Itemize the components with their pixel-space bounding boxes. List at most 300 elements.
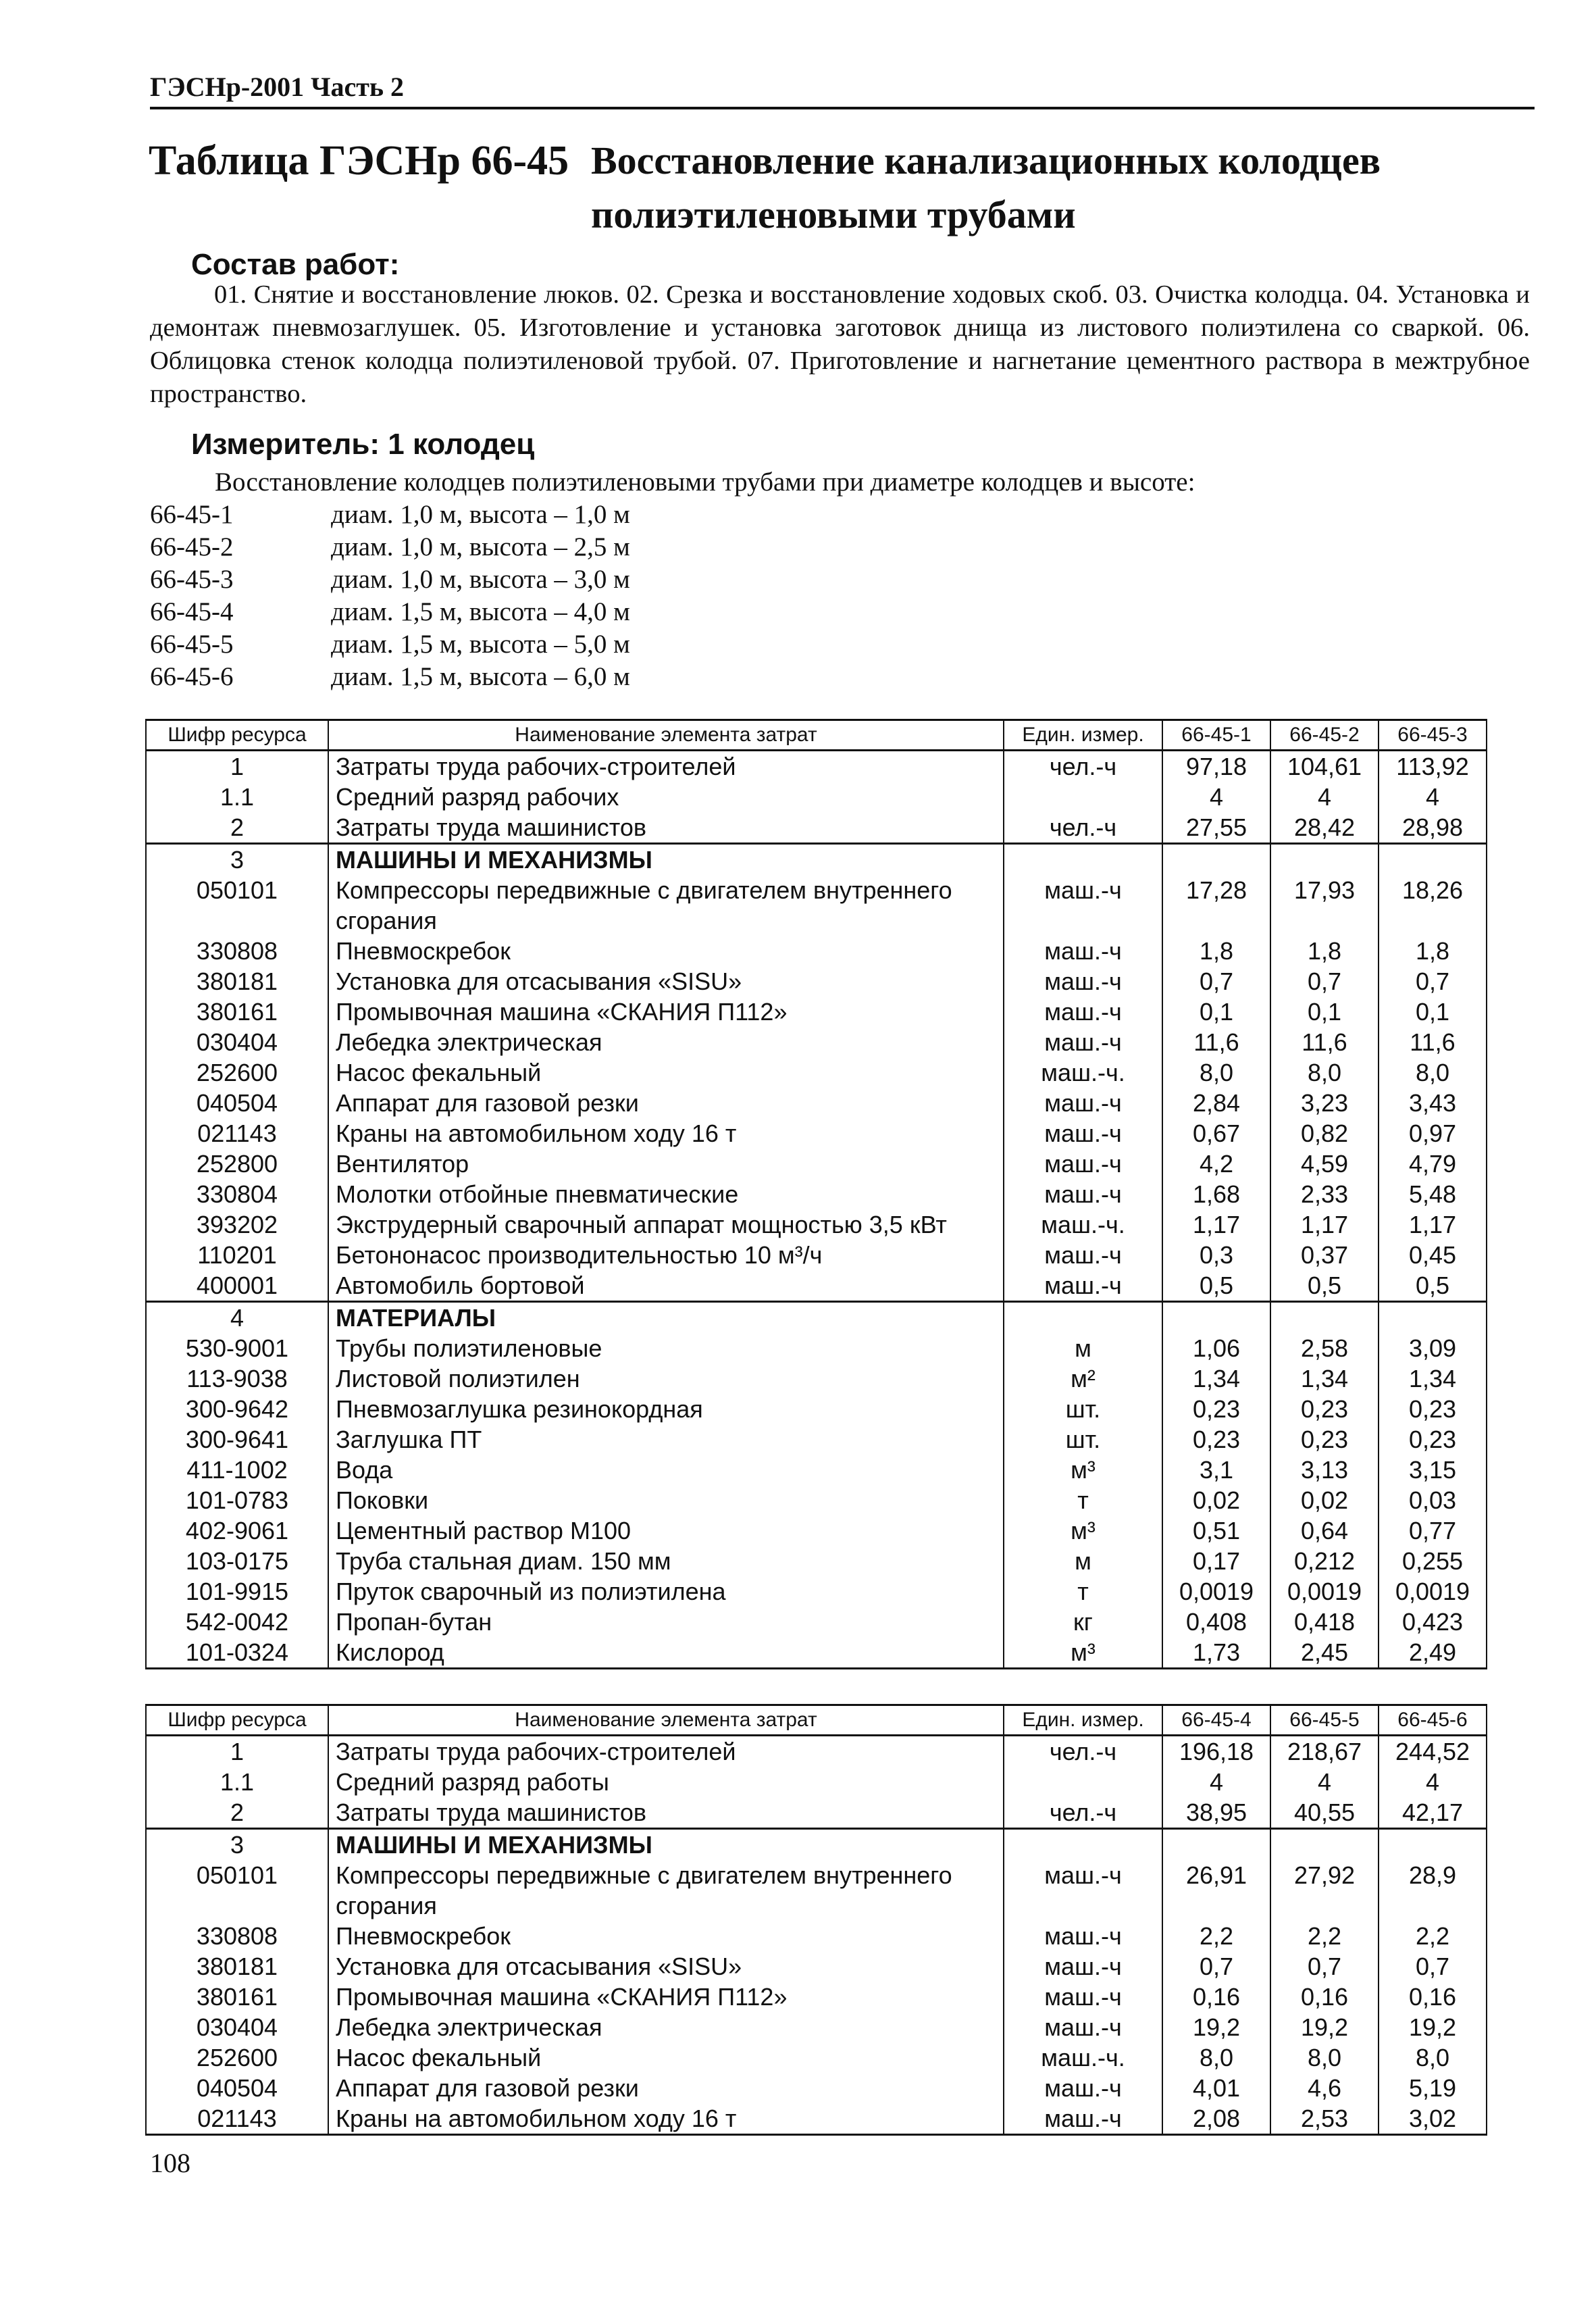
cell-name: МАШИНЫ И МЕХАНИЗМЫ [328,1829,1004,1861]
column-header: 66-45-2 [1270,720,1379,751]
cell-value: 2,53 [1270,2103,1379,2135]
cell-value: 0,64 [1270,1515,1379,1546]
cell-value: 3,43 [1379,1088,1487,1118]
cell-code: 542-0042 [146,1607,328,1637]
cell-code: 101-9915 [146,1576,328,1607]
cell-value: 42,17 [1379,1797,1487,1829]
table-row [146,1607,1487,1637]
table-row [146,812,1487,844]
cell-unit: маш.-ч [1004,997,1162,1027]
table-row [146,1515,1487,1546]
cell-value: 5,19 [1379,2073,1487,2103]
cell-value: 104,61 [1270,751,1379,782]
cell-code: 530-9001 [146,1333,328,1363]
cell-code: 380161 [146,997,328,1027]
cell-unit: т [1004,1485,1162,1515]
table-row [146,875,1487,936]
variant-desc: диам. 1,0 м, высота – 3,0 м [331,565,630,594]
cell-unit: маш.-ч [1004,1270,1162,1302]
cell-value: 0,7 [1270,1951,1379,1982]
cell-value: 27,92 [1270,1860,1379,1921]
variant-desc: диам. 1,5 м, высота – 5,0 м [331,630,630,659]
cell-code: 040504 [146,1088,328,1118]
cell-value [1379,1302,1487,1334]
cell-value: 28,42 [1270,812,1379,844]
cell-name: Затраты труда машинистов [328,812,1004,844]
cell-value [1270,844,1379,876]
cell-unit: т [1004,1576,1162,1607]
cell-code: 300-9641 [146,1424,328,1455]
column-header: Един. измер. [1004,1705,1162,1736]
cell-name: Затраты труда рабочих-строителей [328,751,1004,782]
cell-name: Пневмоскребок [328,1921,1004,1951]
table-row [146,2073,1487,2103]
measure-heading: Измеритель: 1 колодец [191,428,535,461]
cell-code: 330808 [146,936,328,966]
cell-code: 300-9642 [146,1394,328,1424]
cell-name: Краны на автомобильном ходу 16 т [328,1118,1004,1149]
table-row [146,1546,1487,1576]
cell-unit [1004,1302,1162,1334]
cell-value: 113,92 [1379,751,1487,782]
cell-value: 218,67 [1270,1736,1379,1767]
cell-value: 8,0 [1162,2042,1270,2073]
cell-code: 380181 [146,1951,328,1982]
cell-value: 0,7 [1379,1951,1487,1982]
cell-code: 3 [146,1829,328,1861]
cell-code: 3 [146,844,328,876]
cell-name: Кислород [328,1637,1004,1669]
cell-value [1379,1829,1487,1861]
cell-name: Цементный раствор М100 [328,1515,1004,1546]
cell-name: Листовой полиэтилен [328,1363,1004,1394]
cell-name: МАТЕРИАЛЫ [328,1302,1004,1334]
cell-value: 19,2 [1270,2012,1379,2042]
composition-heading: Состав работ: [191,248,400,281]
variant-desc: диам. 1,5 м, высота – 6,0 м [331,662,630,691]
cell-name: Аппарат для газовой резки [328,1088,1004,1118]
cell-value: 1,73 [1162,1637,1270,1669]
cell-value: 4 [1270,782,1379,812]
cell-value [1270,1829,1379,1861]
cell-value: 3,15 [1379,1455,1487,1485]
cell-name: Компрессоры передвижные с двигателем внутреннего сгорания [328,1860,1004,1921]
column-header: Един. измер. [1004,720,1162,751]
variant-code: 66-45-1 [150,500,234,529]
cell-code: 380161 [146,1982,328,2012]
cell-value: 0,7 [1379,966,1487,997]
table-label: Таблица ГЭСНр 66-45 [149,138,569,184]
table-row [146,1149,1487,1179]
cell-value [1162,844,1270,876]
table-row [146,1057,1487,1088]
cell-name: Промывочная машина «СКАНИЯ П112» [328,1982,1004,2012]
variant-desc: диам. 1,0 м, высота – 1,0 м [331,500,630,529]
cell-unit: маш.-ч [1004,1149,1162,1179]
table-row [146,2012,1487,2042]
cell-value: 1,06 [1162,1333,1270,1363]
cell-value: 0,255 [1379,1546,1487,1576]
table-row [146,1455,1487,1485]
cell-name: Лебедка электрическая [328,1027,1004,1057]
cell-code: 252800 [146,1149,328,1179]
cell-code: 1.1 [146,1767,328,1797]
cell-value: 11,6 [1270,1027,1379,1057]
cell-code: 402-9061 [146,1515,328,1546]
cell-name: Бетононасос производительностью 10 м³/ч [328,1240,1004,1270]
cell-code: 103-0175 [146,1546,328,1576]
variant-code: 66-45-6 [150,662,234,691]
cell-value: 3,13 [1270,1455,1379,1485]
cell-code: 021143 [146,1118,328,1149]
column-header: Наименование элемента затрат [328,1705,1004,1736]
variant-desc: диам. 1,5 м, высота – 4,0 м [331,597,630,626]
cell-code: 101-0324 [146,1637,328,1669]
table-row [146,751,1487,782]
cell-name: Вода [328,1455,1004,1485]
cell-value: 40,55 [1270,1797,1379,1829]
cell-value: 0,67 [1162,1118,1270,1149]
cell-code: 400001 [146,1270,328,1302]
table-row [146,1485,1487,1515]
composition-text: 01. Снятие и восстановление люков. 02. Срезка и восстановление ходовых скоб. 03. Очистка колодца. 04. Установка и демонтаж пневмозаглушек. 05. Изготовление и установка заготовок днища из листового полиэтилена со сваркой. 06. Облицовка стенок колодца полиэтиленовой трубой. 07. Приготовление и нагнетание цементного раствора в межтрубное пространство. [150,280,1530,408]
cell-value: 2,45 [1270,1637,1379,1669]
cell-name: Поковки [328,1485,1004,1515]
cell-value: 0,7 [1162,966,1270,997]
table-row [146,1637,1487,1669]
cell-value: 0,03 [1379,1485,1487,1515]
cell-value: 1,17 [1270,1209,1379,1240]
cell-value: 1,34 [1270,1363,1379,1394]
cell-unit: маш.-ч [1004,1179,1162,1209]
cell-value: 0,16 [1379,1982,1487,2012]
table-row [146,1270,1487,1302]
cell-value: 1,8 [1379,936,1487,966]
cell-value: 4,2 [1162,1149,1270,1179]
table-row [146,1333,1487,1363]
column-header: 66-45-5 [1270,1705,1379,1736]
cell-unit: маш.-ч [1004,1921,1162,1951]
cell-code: 330808 [146,1921,328,1951]
cell-value: 2,33 [1270,1179,1379,1209]
variant-code: 66-45-3 [150,565,234,594]
resource-table-2 [145,1704,1487,2136]
cell-value: 4,6 [1270,2073,1379,2103]
cell-value: 28,98 [1379,812,1487,844]
cell-name: Средний разряд работы [328,1767,1004,1797]
cell-value: 97,18 [1162,751,1270,782]
cell-value: 2,2 [1270,1921,1379,1951]
cell-unit: маш.-ч [1004,2012,1162,2042]
cell-code: 021143 [146,2103,328,2135]
cell-value: 0,23 [1162,1424,1270,1455]
cell-name: Автомобиль бортовой [328,1270,1004,1302]
cell-name: Установка для отсасывания «SISU» [328,1951,1004,1982]
cell-name: Пропан-бутан [328,1607,1004,1637]
table-header-row [146,1705,1487,1736]
column-header: Наименование элемента затрат [328,720,1004,751]
cell-unit: маш.-ч [1004,1088,1162,1118]
table-row [146,997,1487,1027]
variant-code: 66-45-5 [150,630,234,659]
cell-name: Насос фекальный [328,2042,1004,2073]
cell-value [1270,1302,1379,1334]
cell-value: 2,58 [1270,1333,1379,1363]
cell-value: 0,5 [1270,1270,1379,1302]
cell-value: 196,18 [1162,1736,1270,1767]
cell-value: 38,95 [1162,1797,1270,1829]
cell-value: 1,8 [1162,936,1270,966]
cell-value: 4,79 [1379,1149,1487,1179]
cell-name: Молотки отбойные пневматические [328,1179,1004,1209]
cell-value: 0,0019 [1379,1576,1487,1607]
cell-value: 5,48 [1379,1179,1487,1209]
table-title: Восстановление канализационных колодцев полиэтиленовыми трубами [591,139,1381,236]
cell-unit [1004,1829,1162,1861]
page-number: 108 [150,2148,190,2178]
cell-unit: маш.-ч [1004,1027,1162,1057]
cell-value: 1,68 [1162,1179,1270,1209]
column-header: 66-45-6 [1379,1705,1487,1736]
cell-value: 0,1 [1270,997,1379,1027]
cell-value: 0,23 [1270,1394,1379,1424]
cell-value: 26,91 [1162,1860,1270,1921]
variant-desc: диам. 1,0 м, высота – 2,5 м [331,532,630,561]
cell-value: 19,2 [1379,2012,1487,2042]
cell-value: 0,51 [1162,1515,1270,1546]
table-row [146,1394,1487,1424]
cell-code: 101-0783 [146,1485,328,1515]
cell-unit: маш.-ч [1004,1860,1162,1921]
table-row [146,2042,1487,2073]
table-row [146,1363,1487,1394]
table-row [146,966,1487,997]
cell-value: 11,6 [1162,1027,1270,1057]
cell-unit: м³ [1004,1637,1162,1669]
cell-code: 050101 [146,1860,328,1921]
cell-value: 4,01 [1162,2073,1270,2103]
cell-value: 0,23 [1379,1394,1487,1424]
cell-value: 2,08 [1162,2103,1270,2135]
cell-value: 28,9 [1379,1860,1487,1921]
table-row [146,1209,1487,1240]
cell-value: 0,02 [1270,1485,1379,1515]
cell-unit: маш.-ч [1004,1982,1162,2012]
cell-value: 4,59 [1270,1149,1379,1179]
table-row [146,844,1487,876]
cell-value: 2,2 [1379,1921,1487,1951]
cell-unit: маш.-ч [1004,1240,1162,1270]
cell-unit: маш.-ч [1004,1951,1162,1982]
table-row [146,1767,1487,1797]
cell-code: 110201 [146,1240,328,1270]
cell-value: 3,23 [1270,1088,1379,1118]
cell-value: 4 [1162,782,1270,812]
cell-code: 4 [146,1302,328,1334]
cell-name: Насос фекальный [328,1057,1004,1088]
cell-value: 17,93 [1270,875,1379,936]
cell-code: 030404 [146,1027,328,1057]
cell-value: 0,5 [1162,1270,1270,1302]
cell-name: Аппарат для газовой резки [328,2073,1004,2103]
cell-value: 0,37 [1270,1240,1379,1270]
cell-code: 1 [146,751,328,782]
cell-name: Заглушка ПТ [328,1424,1004,1455]
cell-value: 4 [1270,1767,1379,1797]
cell-value: 18,26 [1379,875,1487,936]
cell-value: 1,8 [1270,936,1379,966]
table-row [146,1179,1487,1209]
cell-value: 4 [1379,782,1487,812]
cell-unit: чел.-ч [1004,1736,1162,1767]
column-header: Шифр ресурса [146,720,328,751]
cell-unit: маш.-ч [1004,936,1162,966]
cell-value: 0,7 [1270,966,1379,997]
cell-value: 0,423 [1379,1607,1487,1637]
cell-code: 380181 [146,966,328,997]
cell-unit: кг [1004,1607,1162,1637]
cell-value: 0,1 [1379,997,1487,1027]
resource-table-1 [145,719,1487,1669]
cell-value: 17,28 [1162,875,1270,936]
cell-value: 0,17 [1162,1546,1270,1576]
cell-name: Краны на автомобильном ходу 16 т [328,2103,1004,2135]
cell-code: 411-1002 [146,1455,328,1485]
cell-name: Промывочная машина «СКАНИЯ П112» [328,997,1004,1027]
table-row [146,1576,1487,1607]
table-header-row [146,720,1487,751]
table-row [146,1921,1487,1951]
cell-value: 4 [1379,1767,1487,1797]
column-header: Шифр ресурса [146,1705,328,1736]
cell-code: 252600 [146,1057,328,1088]
table-row [146,1118,1487,1149]
cell-value [1379,844,1487,876]
cell-unit: м [1004,1333,1162,1363]
table-row [146,1829,1487,1861]
cell-value: 0,418 [1270,1607,1379,1637]
cell-unit: маш.-ч. [1004,1209,1162,1240]
table-row [146,1860,1487,1921]
table-row [146,1240,1487,1270]
column-header: 66-45-1 [1162,720,1270,751]
cell-value: 0,45 [1379,1240,1487,1270]
cell-value: 0,212 [1270,1546,1379,1576]
cell-value: 27,55 [1162,812,1270,844]
cell-value: 0,23 [1379,1424,1487,1455]
table-row [146,782,1487,812]
cell-value: 0,97 [1379,1118,1487,1149]
cell-value: 1,34 [1379,1363,1487,1394]
cell-name: Компрессоры передвижные с двигателем внутреннего сгорания [328,875,1004,936]
cell-value: 1,17 [1379,1209,1487,1240]
table-row [146,1088,1487,1118]
table-row [146,1302,1487,1334]
cell-code: 040504 [146,2073,328,2103]
cell-unit: маш.-ч [1004,966,1162,997]
cell-value: 0,23 [1162,1394,1270,1424]
cell-value: 1,17 [1162,1209,1270,1240]
column-header: 66-45-4 [1162,1705,1270,1736]
cell-value: 2,84 [1162,1088,1270,1118]
cell-unit: маш.-ч. [1004,2042,1162,2073]
cell-value: 3,09 [1379,1333,1487,1363]
cell-unit: шт. [1004,1394,1162,1424]
cell-code: 2 [146,812,328,844]
cell-name: Затраты труда машинистов [328,1797,1004,1829]
cell-value: 0,23 [1270,1424,1379,1455]
cell-value: 0,0019 [1270,1576,1379,1607]
table-row [146,1951,1487,1982]
cell-unit: шт. [1004,1424,1162,1455]
cell-value: 0,5 [1379,1270,1487,1302]
cell-value: 0,16 [1162,1982,1270,2012]
cell-value: 0,02 [1162,1485,1270,1515]
column-header: 66-45-3 [1379,720,1487,751]
table-row [146,2103,1487,2135]
cell-value [1162,1302,1270,1334]
cell-value: 2,49 [1379,1637,1487,1669]
variant-code: 66-45-2 [150,532,234,561]
cell-value: 8,0 [1270,1057,1379,1088]
cell-value: 3,1 [1162,1455,1270,1485]
cell-value: 8,0 [1379,2042,1487,2073]
cell-unit [1004,844,1162,876]
cell-unit: м² [1004,1363,1162,1394]
cell-name: Труба стальная диам. 150 мм [328,1546,1004,1576]
cell-value: 8,0 [1270,2042,1379,2073]
cell-name: Трубы полиэтиленовые [328,1333,1004,1363]
cell-unit: м [1004,1546,1162,1576]
cell-code: 252600 [146,2042,328,2073]
cell-code: 030404 [146,2012,328,2042]
cell-value: 8,0 [1379,1057,1487,1088]
cell-value: 244,52 [1379,1736,1487,1767]
cell-name: Вентилятор [328,1149,1004,1179]
cell-name: Экструдерный сварочный аппарат мощностью 3,5 кВт [328,1209,1004,1240]
cell-name: Затраты труда рабочих-строителей [328,1736,1004,1767]
cell-code: 1 [146,1736,328,1767]
cell-value [1162,1829,1270,1861]
cell-value: 2,2 [1162,1921,1270,1951]
cell-unit: чел.-ч [1004,1797,1162,1829]
cell-unit [1004,782,1162,812]
cell-value: 11,6 [1379,1027,1487,1057]
cell-value: 0,1 [1162,997,1270,1027]
cell-name: Пруток сварочный из полиэтилена [328,1576,1004,1607]
cell-name: МАШИНЫ И МЕХАНИЗМЫ [328,844,1004,876]
cell-code: 393202 [146,1209,328,1240]
cell-name: Средний разряд рабочих [328,782,1004,812]
table-row [146,1736,1487,1767]
cell-code: 050101 [146,875,328,936]
cell-unit: м³ [1004,1515,1162,1546]
cell-unit: м³ [1004,1455,1162,1485]
cell-code: 2 [146,1797,328,1829]
cell-unit: маш.-ч [1004,875,1162,936]
cell-value: 0,77 [1379,1515,1487,1546]
cell-name: Пневмозаглушка резинокордная [328,1394,1004,1424]
table-row [146,1424,1487,1455]
cell-value: 0,408 [1162,1607,1270,1637]
cell-unit: чел.-ч [1004,751,1162,782]
cell-unit [1004,1767,1162,1797]
cell-value: 1,34 [1162,1363,1270,1394]
table-row [146,936,1487,966]
table-row [146,1027,1487,1057]
running-head: ГЭСНр-2001 Часть 2 [150,68,1535,109]
cell-unit: маш.-ч. [1004,1057,1162,1088]
